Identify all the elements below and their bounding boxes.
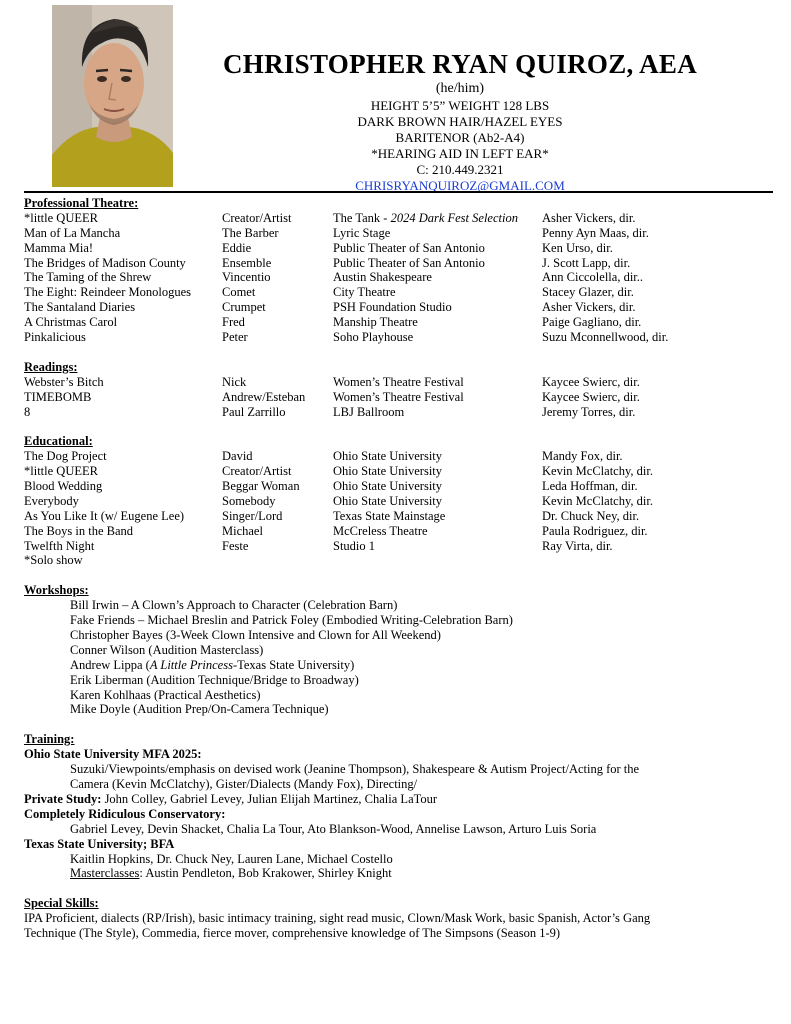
credit-show: *little QUEER xyxy=(24,464,98,479)
headshot-photo xyxy=(52,5,173,187)
credit-role: Michael xyxy=(222,523,263,538)
credit-venue: Ohio State University xyxy=(333,464,443,479)
credit-director: J. Scott Lapp, dir. xyxy=(542,255,631,270)
credit-venue: Ohio State University xyxy=(333,493,443,508)
height-weight: HEIGHT 5’5” WEIGHT 128 LBS xyxy=(370,98,550,113)
training-osu-line: Suzuki/Viewpoints/emphasis on devised work (Jeanine Thompson), Shakespeare & Autism Project/Acting for the xyxy=(70,762,640,777)
credit-director: Stacey Glazer, dir. xyxy=(542,285,634,300)
credit-row xyxy=(24,226,774,241)
credit-director: Paula Rodriguez, dir. xyxy=(542,523,648,538)
credit-role: Somebody xyxy=(222,493,276,508)
credit-role: Eddie xyxy=(222,240,252,255)
credit-show: Blood Wedding xyxy=(24,478,103,493)
private-study-text: John Colley, Gabriel Levey, Julian Elijah Martinez, Chalia LaTour xyxy=(101,791,438,806)
credit-venue: Public Theater of San Antonio xyxy=(333,255,485,270)
credit-role: Fred xyxy=(222,315,245,330)
credit-row xyxy=(24,300,774,315)
credit-role: Creator/Artist xyxy=(222,464,292,479)
credit-show: Mamma Mia! xyxy=(24,240,94,255)
credit-director: Ann Ciccolella, dir.. xyxy=(542,270,644,285)
section-heading-workshops: Workshops: xyxy=(24,583,89,598)
credit-row xyxy=(24,494,774,509)
credit-director: Ray Virta, dir. xyxy=(542,538,613,553)
credit-role: Comet xyxy=(222,285,256,300)
credit-show: As You Like It (w/ Eugene Lee) xyxy=(24,508,185,523)
credit-show: 8 xyxy=(24,404,31,419)
credit-director: Jeremy Torres, dir. xyxy=(542,404,636,419)
credit-role: David xyxy=(222,449,253,464)
credit-venue: Studio 1 xyxy=(333,538,376,553)
credit-show: The Eight: Reindeer Monologues xyxy=(24,285,191,300)
workshop-item: Bill Irwin – A Clown’s Approach to Character (Celebration Barn) xyxy=(70,598,398,613)
credit-show: Man of La Mancha xyxy=(24,225,121,240)
credit-role: Singer/Lord xyxy=(222,508,283,523)
credit-row xyxy=(24,211,774,226)
credit-show: *little QUEER xyxy=(24,210,98,225)
credit-row xyxy=(24,256,774,271)
headshot-illustration xyxy=(52,5,173,187)
workshop-item: Erik Liberman (Audition Technique/Bridge to Broadway) xyxy=(70,672,359,687)
credit-show: The Taming of the Shrew xyxy=(24,270,152,285)
credit-row xyxy=(24,464,774,479)
credit-role: Creator/Artist xyxy=(222,210,292,225)
credit-director: Kevin McClatchy, dir. xyxy=(542,464,653,479)
credit-venue: Women’s Theatre Festival xyxy=(333,374,464,389)
credit-venue-note: 2024 Dark Fest Selection xyxy=(390,210,518,225)
credit-role: Peter xyxy=(222,330,248,345)
training-osu-heading: Ohio State University MFA 2025: xyxy=(24,747,202,762)
credit-show: A Christmas Carol xyxy=(24,315,118,330)
credit-venue: Austin Shakespeare xyxy=(333,270,432,285)
professional-credits xyxy=(24,211,774,345)
credit-row xyxy=(24,524,774,539)
credit-role: Nick xyxy=(222,374,247,389)
credit-venue: Public Theater of San Antonio xyxy=(333,240,485,255)
solo-show-note: *Solo show xyxy=(24,553,83,568)
credit-row xyxy=(24,375,774,390)
credit-venue: The Tank - 2024 Dark Fest Selection xyxy=(333,210,518,225)
credit-row xyxy=(24,405,774,420)
masterclasses-text: : Austin Pendleton, Bob Krakower, Shirley Knight xyxy=(139,866,392,881)
credit-role: Paul Zarrillo xyxy=(222,404,286,419)
credit-venue: City Theatre xyxy=(333,285,396,300)
credit-row xyxy=(24,539,774,554)
pronouns: (he/him) xyxy=(435,81,485,96)
credit-row xyxy=(24,315,774,330)
credit-director: Dr. Chuck Ney, dir. xyxy=(542,508,640,523)
credit-role: Feste xyxy=(222,538,249,553)
credit-director: Ken Urso, dir. xyxy=(542,240,613,255)
training-txst-heading: Texas State University; BFA xyxy=(24,836,175,851)
credit-row xyxy=(24,270,774,285)
credit-row xyxy=(24,390,774,405)
workshop-item: Mike Doyle (Audition Prep/On-Camera Technique) xyxy=(70,702,329,717)
credit-director: Asher Vickers, dir. xyxy=(542,210,636,225)
workshop-item: Karen Kohlhaas (Practical Aesthetics) xyxy=(70,687,261,702)
credit-venue: Lyric Stage xyxy=(333,225,391,240)
private-study-label: Private Study: xyxy=(24,791,102,806)
credit-venue: Ohio State University xyxy=(333,478,443,493)
credit-venue: Women’s Theatre Festival xyxy=(333,389,464,404)
credit-director: Kaycee Swierc, dir. xyxy=(542,374,640,389)
section-heading-readings: Readings: xyxy=(24,359,78,374)
credit-venue: Texas State Mainstage xyxy=(333,508,446,523)
credit-row xyxy=(24,449,774,464)
credit-show: The Boys in the Band xyxy=(24,523,134,538)
workshop-lippa-pre: Andrew Lippa ( xyxy=(70,657,150,672)
hair-eyes: DARK BROWN HAIR/HAZEL EYES xyxy=(357,114,563,129)
section-heading-training: Training: xyxy=(24,732,75,747)
section-heading-educational: Educational: xyxy=(24,434,93,449)
credit-row xyxy=(24,285,774,300)
email-link[interactable]: CHRISRYANQUIROZ@GMAIL.COM xyxy=(355,178,565,193)
educational-credits xyxy=(24,449,774,553)
workshop-item: Fake Friends – Michael Breslin and Patrick Foley (Embodied Writing-Celebration Barn) xyxy=(70,613,513,628)
training-cr-text: Gabriel Levey, Devin Shacket, Chalia La Tour, Ato Blankson-Wood, Annelise Lawson, Arturo Luis Soria xyxy=(70,821,597,836)
credit-venue: Manship Theatre xyxy=(333,315,418,330)
credit-director: Penny Ayn Maas, dir. xyxy=(542,225,649,240)
training-cr-heading: Completely Ridiculous Conservatory: xyxy=(24,806,226,821)
hearing-note: *HEARING AID IN LEFT EAR* xyxy=(371,146,549,161)
skills-line: Technique (The Style), Commedia, fierce mover, comprehensive knowledge of The Simpsons (Season 1-9) xyxy=(24,926,561,941)
readings-credits xyxy=(24,375,774,420)
training-osu-line: Camera (Kevin McClatchy), Gister/Dialects (Mandy Fox), Directing/ xyxy=(70,776,418,791)
credit-director: Paige Gagliano, dir. xyxy=(542,315,642,330)
training-masterclasses xyxy=(24,866,774,881)
credit-director: Asher Vickers, dir. xyxy=(542,300,636,315)
resume-header xyxy=(180,48,740,194)
masterclasses-label: Masterclasses xyxy=(70,866,140,881)
credit-director: Suzu Mconnellwood, dir. xyxy=(542,330,669,345)
credit-show: The Dog Project xyxy=(24,449,107,464)
credit-role: Andrew/Esteban xyxy=(222,389,306,404)
credit-show: Pinkalicious xyxy=(24,330,86,345)
voice-type: BARITENOR (Ab2-A4) xyxy=(395,130,525,145)
section-heading-skills: Special Skills: xyxy=(24,896,99,911)
credit-role: Ensemble xyxy=(222,255,272,270)
credit-role: The Barber xyxy=(222,225,279,240)
credit-row xyxy=(24,479,774,494)
credit-row xyxy=(24,330,774,345)
credit-director: Kevin McClatchy, dir. xyxy=(542,493,653,508)
section-heading-professional: Professional Theatre: xyxy=(24,196,139,210)
phone-number: C: 210.449.2321 xyxy=(416,162,504,177)
credit-venue: McCreless Theatre xyxy=(333,523,428,538)
credit-show: TIMEBOMB xyxy=(24,389,92,404)
credit-row xyxy=(24,509,774,524)
credit-director: Mandy Fox, dir. xyxy=(542,449,623,464)
workshop-item xyxy=(24,658,774,673)
credit-show: Webster’s Bitch xyxy=(24,374,104,389)
credit-row xyxy=(24,241,774,256)
credit-show: Everybody xyxy=(24,493,79,508)
credit-venue: Ohio State University xyxy=(333,449,443,464)
resume-body xyxy=(24,196,774,941)
training-private-study xyxy=(24,792,774,807)
credit-venue: LBJ Ballroom xyxy=(333,404,405,419)
workshop-item: Conner Wilson (Audition Masterclass) xyxy=(70,642,264,657)
header-divider xyxy=(24,191,773,193)
training-txst-text: Kaitlin Hopkins, Dr. Chuck Ney, Lauren Lane, Michael Costello xyxy=(70,851,393,866)
actor-name: CHRISTOPHER RYAN QUIROZ, AEA xyxy=(222,49,698,79)
credit-role: Beggar Woman xyxy=(222,478,300,493)
credit-show: Twelfth Night xyxy=(24,538,95,553)
credit-show: The Santaland Diaries xyxy=(24,300,136,315)
credit-show: The Bridges of Madison County xyxy=(24,255,186,270)
credit-director: Kaycee Swierc, dir. xyxy=(542,389,640,404)
workshop-item: Christopher Bayes (3-Week Clown Intensive and Clown for All Weekend) xyxy=(70,627,441,642)
workshop-lippa-title: A Little Princess xyxy=(149,657,233,672)
credit-role: Vincentio xyxy=(222,270,271,285)
workshop-lippa-post: -Texas State University) xyxy=(232,657,355,672)
credit-role: Crumpet xyxy=(222,300,266,315)
credit-venue: Soho Playhouse xyxy=(333,330,414,345)
credit-director: Leda Hoffman, dir. xyxy=(542,478,638,493)
credit-venue: PSH Foundation Studio xyxy=(333,300,452,315)
skills-line: IPA Proficient, dialects (RP/Irish), basic intimacy training, sight read music, Clown/Mask Work, basic Spanish, Actor’s Gang xyxy=(24,911,651,926)
